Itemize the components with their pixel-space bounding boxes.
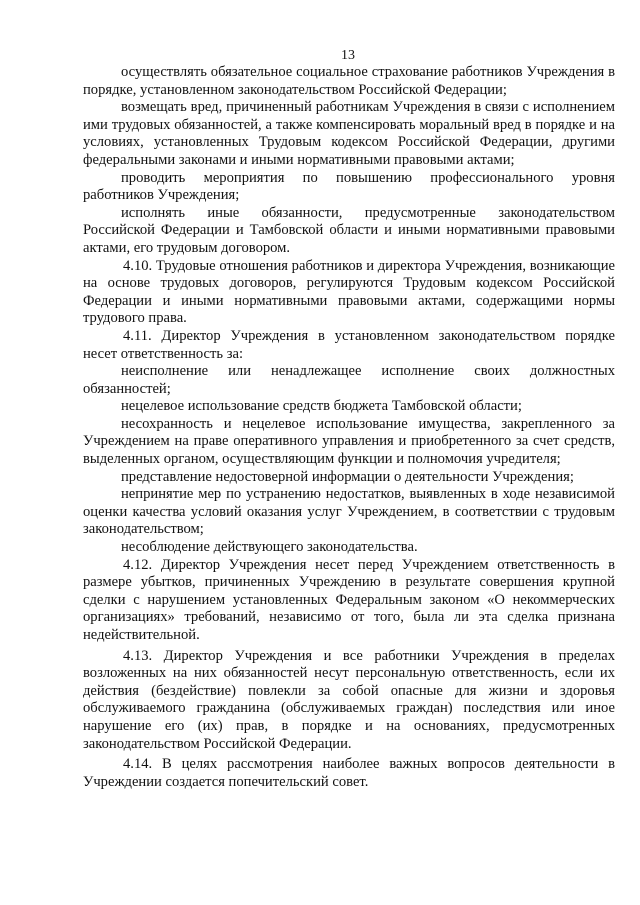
paragraph-section-4-13: 4.13. Директор Учреждения и все работники Учреждения в пределах возложенных на них обязанностей несут персональную ответственность, если их действия (бездействие) повлекли за собой опасные для жизни и здоровья обслуживаемого гражданина (обслуживаемых граждан) последствия или иное нарушение его (их) прав, в порядке и на основаниях, предусмотренных законодательством Российской Федерации. xyxy=(83,647,615,752)
paragraph-section-4-11: 4.11. Директор Учреждения в установленном законодательством порядке несет ответственность за: xyxy=(83,327,615,362)
paragraph: возмещать вред, причиненный работникам Учреждения в связи с исполнением ими трудовых обязанностей, а также компенсировать моральный вред в порядке и на условиях, установленных Трудовым кодексом Российской Федерации, другими федеральными законами и иными нормативными правовыми актами; xyxy=(83,99,615,168)
paragraph: несохранность и нецелевое использование имущества, закрепленного за Учреждением на праве оперативного управления и приобретенного за счет средств, выделенных органом, осуществляющим функции и полномочия учредителя; xyxy=(83,415,615,468)
paragraph: исполнять иные обязанности, предусмотренные законодательством Российской Федерации и Тамбовской области и иными нормативными правовыми актами, его трудовым договором. xyxy=(83,204,615,256)
paragraph: непринятие мер по устранению недостатков, выявленных в ходе независимой оценки качества условий оказания услуг Учреждением, в соответствии с трудовым законодательством; xyxy=(83,486,615,538)
paragraph-section-4-14: 4.14. В целях рассмотрения наиболее важных вопросов деятельности в Учреждении создается попечительский совет. xyxy=(83,756,615,790)
paragraph: несоблюдение действующего законодательства. xyxy=(121,539,418,556)
document-body xyxy=(83,64,615,791)
paragraph: проводить мероприятия по повышению профессионального уровня работников Учреждения; xyxy=(83,169,615,204)
paragraph-section-4-12: 4.12. Директор Учреждения несет перед Учреждением ответственность в размере убытков, причиненных Учреждению в результате совершения крупной сделки с нарушением установленных Федеральным законом «О некоммерческих организациях» требований, независимо от того, была ли эта сделка признана недействительной. xyxy=(83,556,615,643)
paragraph: нецелевое использование средств бюджета Тамбовской области; xyxy=(121,398,522,415)
paragraph: представление недостоверной информации о деятельности Учреждения; xyxy=(121,468,574,485)
paragraph-section-4-10: 4.10. Трудовые отношения работников и директора Учреждения, возникающие на основе трудовых договоров, регулируются Трудовым кодексом Российской Федерации и иными нормативными правовыми актами, содержащими нормы трудового права. xyxy=(83,257,615,327)
paragraph: осуществлять обязательное социальное страхование работников Учреждения в порядке, установленном законодательством Российской Федерации; xyxy=(83,64,615,98)
page-number: 13 xyxy=(341,48,355,63)
paragraph: неисполнение или ненадлежащее исполнение своих должностных обязанностей; xyxy=(83,363,615,397)
